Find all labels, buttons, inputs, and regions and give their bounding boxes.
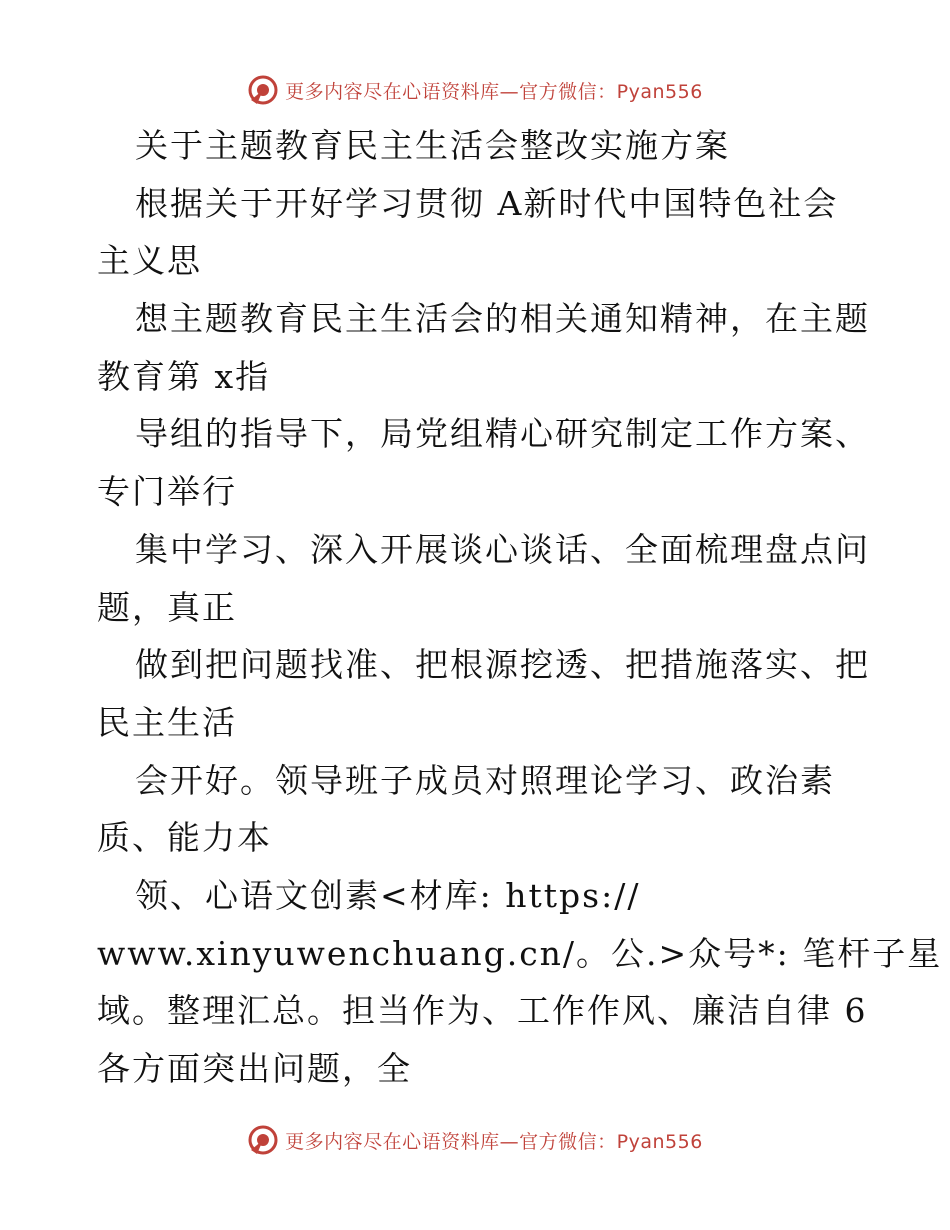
paragraph-line: 主义思 bbox=[97, 241, 202, 281]
footer-banner-wechat: 官方微信：Pyan556 bbox=[519, 1130, 703, 1153]
paragraph-line: 质、能力本 bbox=[97, 818, 272, 858]
header-banner-text bbox=[285, 77, 703, 104]
paragraph-line: 想主题教育民主生活会的相关通知精神，在主题 bbox=[135, 299, 870, 339]
paragraph-line: 做到把问题找准、把根源挖透、把措施落实、把 bbox=[135, 645, 870, 685]
footer-banner-text bbox=[285, 1127, 703, 1154]
paragraph-line: 领、心语文创素<材库: https:// bbox=[135, 875, 641, 915]
paragraph-line: www.xinyuwenchuang.cn/。公.>众号*: 笔杆子星 bbox=[97, 933, 943, 973]
resource-logo-icon bbox=[247, 74, 279, 106]
paragraph-line: 域。整理汇总。担当作为、工作作风、廉洁自律 6 bbox=[97, 991, 868, 1031]
header-banner-title: 更多内容尽在心语资料库 bbox=[285, 80, 500, 103]
footer-banner-title: 更多内容尽在心语资料库 bbox=[285, 1130, 500, 1153]
paragraph-line: 题，真正 bbox=[97, 587, 237, 627]
paragraph-line: 民主生活 bbox=[97, 702, 237, 742]
paragraph-line: 教育第 x指 bbox=[97, 356, 271, 396]
document-body bbox=[97, 117, 943, 1098]
paragraph-line: 各方面突出问题，全 bbox=[97, 1049, 412, 1088]
paragraph-line: 专门举行 bbox=[97, 472, 237, 512]
paragraph-line: 集中学习、深入开展谈心谈话、全面梳理盘点问 bbox=[135, 529, 870, 569]
paragraph-line: 导组的指导下，局党组精心研究制定工作方案、 bbox=[135, 414, 870, 454]
header-banner-separator: — bbox=[499, 80, 520, 103]
paragraph-line: 根据关于开好学习贯彻 A新时代中国特色社会 bbox=[135, 183, 839, 223]
footer-watermark-banner bbox=[0, 1120, 950, 1160]
header-watermark-banner bbox=[0, 70, 950, 110]
resource-logo-icon bbox=[247, 1124, 279, 1156]
header-banner-wechat: 官方微信：Pyan556 bbox=[519, 80, 703, 103]
document-title: 关于主题教育民主生活会整改实施方案 bbox=[135, 126, 730, 165]
paragraph-line: 会开好。领导班子成员对照理论学习、政治素 bbox=[135, 760, 835, 800]
footer-banner-separator: — bbox=[499, 1130, 520, 1153]
